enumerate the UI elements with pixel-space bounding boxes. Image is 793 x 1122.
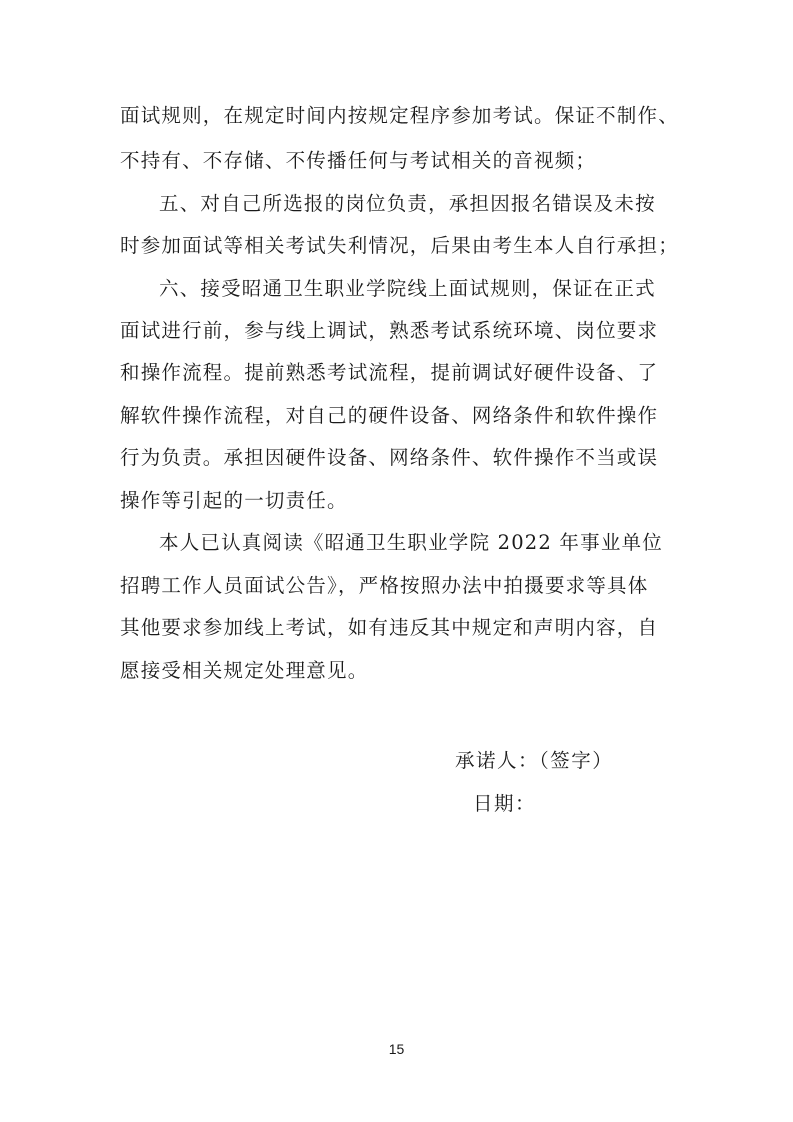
date-label: 日期：	[473, 792, 537, 815]
body-line-9: 行为负责。承担因硬件设备、网络条件、软件操作不当或误	[120, 446, 659, 469]
body-line-2: 不持有、不存储、不传播任何与考试相关的音视频；	[120, 149, 597, 172]
body-line-13: 其他要求参加线上考试，如有违反其中规定和声明内容，自	[120, 616, 659, 639]
paragraph-6-first-line: 六、接受昭通卫生职业学院线上面试规则，保证在正式	[159, 277, 656, 300]
body-line-10: 操作等引起的一切责任。	[120, 489, 348, 512]
body-line-12: 招聘工作人员面试公告》，严格按照办法中拍摄要求等具体	[120, 574, 649, 597]
paragraph-5-first-line: 五、对自己所选报的岗位负责，承担因报名错误及未按	[159, 192, 656, 215]
body-line-8: 解软件操作流程，对自己的硬件设备、网络条件和软件操作	[120, 404, 659, 427]
body-line-14: 愿接受相关规定处理意见。	[120, 659, 369, 682]
page-number: 15	[388, 1041, 405, 1057]
body-line-7: 和操作流程。提前熟悉考试流程，提前调试好硬件设备、了	[120, 361, 659, 384]
body-line-6: 面试进行前，参与线上调试，熟悉考试系统环境、岗位要求	[120, 319, 659, 342]
signer-label: 承诺人：（签字）	[455, 749, 614, 772]
body-line-1: 面试规则，在规定时间内按规定程序参加考试。保证不制作、	[120, 104, 679, 127]
body-line-4: 时参加面试等相关考试失利情况，后果由考生本人自行承担；	[120, 234, 679, 257]
declaration-first-line: 本人已认真阅读《昭通卫生职业学院 2022 年事业单位	[159, 531, 663, 554]
